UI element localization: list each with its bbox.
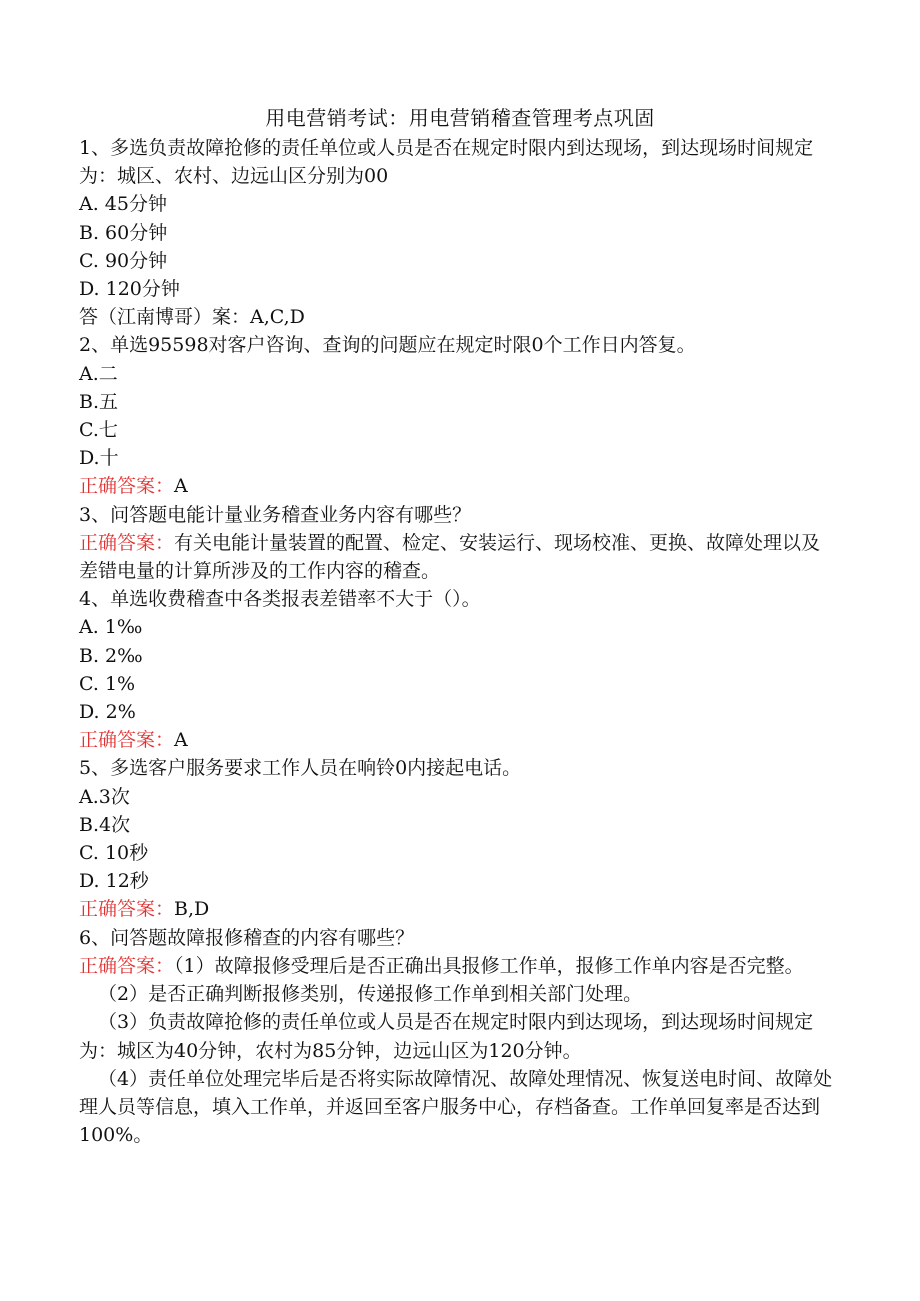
- question-6-answer-item-3: （3）负责故障抢修的责任单位或人员是否在规定时限内到达现场，到达现场时间规定为：城区为40分钟，农村为85分钟，边远山区为120分钟。: [79, 1011, 814, 1062]
- question-6-answer-item-2: （2）是否正确判断报修类别，传递报修工作单到相关部门处理。: [98, 983, 643, 1006]
- answer-label: 正确答案：: [79, 898, 175, 921]
- question-4-option-c: C. 1%: [79, 672, 136, 695]
- question-5-option-a: A.3次: [79, 785, 130, 808]
- answer-value: B,D: [174, 898, 210, 921]
- question-2-option-b: B.五: [79, 390, 119, 413]
- question-2-option-d: D.十: [79, 447, 119, 470]
- question-4-option-b: B. 2‰: [79, 644, 143, 667]
- question-2-stem: 2、单选95598对客户咨询、查询的问题应在规定时限0个工作日内答复。: [79, 334, 696, 357]
- answer-label: 正确答案：: [79, 531, 175, 554]
- document-title: 用电营销考试：用电营销稽查管理考点巩固: [265, 106, 655, 130]
- question-1-option-d: D. 120分钟: [79, 278, 180, 301]
- question-1-stem: 1、多选负责故障抢修的责任单位或人员是否在规定时限内到达现场，到达现场时间规定为：城区、农村、边远山区分别为00: [79, 137, 814, 188]
- question-5-option-c: C. 10秒: [79, 842, 149, 865]
- answer-label: 正确答案：: [79, 729, 175, 752]
- question-2-answer: [79, 472, 839, 500]
- answer-value: 有关电能计量装置的配置、检定、安装运行、现场校准、更换、故障处理以及差错电量的计算所涉及的工作内容的稽查。: [79, 531, 821, 583]
- question-2-option-c: C.七: [79, 419, 118, 442]
- document-body: [79, 134, 839, 1149]
- question-4-stem: 4、单选收费稽查中各类报表差错率不大于（）。: [79, 588, 481, 611]
- answer-label: 正确答案：: [79, 475, 175, 498]
- question-6-answer: [79, 952, 839, 980]
- question-6-answer-item-4: （4）责任单位处理完毕后是否将实际故障情况、故障处理情况、恢复送电时间、故障处理人员等信息，填入工作单，并返回至客户服务中心，存档备查。工作单回复率是否达到100%。: [79, 1067, 833, 1147]
- question-3-answer: [79, 529, 839, 585]
- question-4-option-a: A. 1‰: [79, 616, 143, 639]
- question-2-option-a: A.二: [79, 362, 118, 385]
- question-5-option-b: B.4次: [79, 813, 131, 836]
- question-4-option-d: D. 2%: [79, 701, 136, 724]
- question-5-answer: [79, 895, 839, 923]
- answer-value: A: [174, 475, 188, 498]
- answer-label: 正确答案：: [79, 954, 175, 977]
- question-5-option-d: D. 12秒: [79, 870, 149, 893]
- question-4-answer: [79, 726, 839, 754]
- answer-value: A: [174, 729, 188, 752]
- question-5-stem: 5、多选客户服务要求工作人员在响铃0内接起电话。: [79, 757, 522, 780]
- answer-value: （1）故障报修受理后是否正确出具报修工作单，报修工作单内容是否完整。: [174, 954, 804, 977]
- question-1-option-c: C. 90分钟: [79, 249, 168, 272]
- question-1-option-a: A. 45分钟: [79, 193, 167, 216]
- question-6-stem: 6、问答题故障报修稽查的内容有哪些？: [79, 926, 415, 949]
- question-1-option-b: B. 60分钟: [79, 221, 168, 244]
- question-3-stem: 3、问答题电能计量业务稽查业务内容有哪些？: [79, 503, 472, 526]
- question-1-answer: 答（江南博哥）案：A,C,D: [79, 306, 305, 329]
